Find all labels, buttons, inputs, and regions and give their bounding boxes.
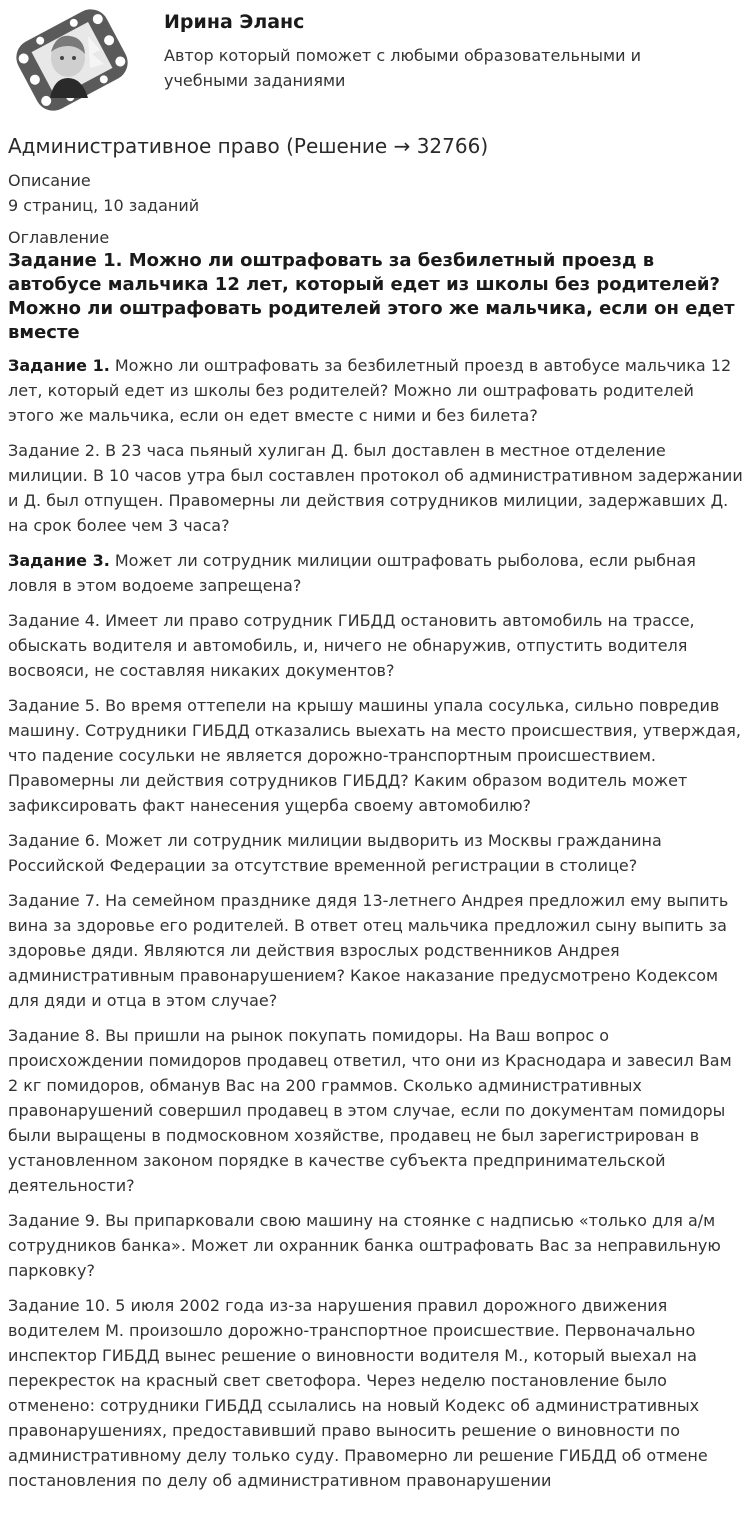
task-text: В 23 часа пьяный хулиган Д. был доставлен в местное отделение милиции. В 10 часов утра был составлен протокол об административном задержании и Д. был отпущен. Правомерны ли действия сотрудников милиции, задержавших Д. на срок более чем 3 часа? — [8, 441, 743, 535]
task-label: Задание 7. — [8, 891, 100, 910]
task-text: Может ли сотрудник милиции выдворить из Москвы гражданина Российской Федерации за отсутствие временной регистрации в столице? — [8, 831, 662, 875]
task-label: Задание 3. — [8, 551, 110, 570]
task-item-5 — [8, 693, 744, 818]
document-content — [8, 132, 744, 1503]
toc-heading: Задание 1. Можно ли оштрафовать за безбилетный проезд в автобусе мальчика 12 лет, который едет из школы без родителей? Можно ли оштрафовать родителей этого же мальчика, если он едет вместе — [8, 250, 735, 343]
author-card — [0, 0, 750, 120]
task-text: На семейном празднике дядя 13-летнего Андрея предложил ему выпить вина за здоровье его родителей. В ответ отец мальчика предложил сыну выпить за здоровье дяди. Являются ли действия взрослых родственников Андрея административным правонарушением? Какое наказание предусмотрено Кодексом для дяди и отца в этом случае? — [8, 891, 729, 1010]
task-text: Может ли сотрудник милиции оштрафовать рыболова, если рыбная ловля в этом водоеме запрещена? — [8, 551, 696, 595]
toc-label: Оглавление — [8, 228, 110, 247]
task-item-9 — [8, 1208, 744, 1283]
author-description: Автор который поможет с любыми образовательными и учебными заданиями — [164, 46, 641, 90]
task-label: Задание 2. — [8, 441, 100, 460]
task-label: Задание 5. — [8, 696, 100, 715]
task-text: Имеет ли право сотрудник ГИБДД остановить автомобиль на трассе, обыскать водителя и автомобиль, и, ничего не обнаружив, отпустить водителя восвояси, не составляя никаких документов? — [8, 611, 695, 680]
task-text: Вы припарковали свою машину на стоянке с надписью «только для а/м сотрудников банка». Может ли охранник банка оштрафовать Вас за неправильную парковку? — [8, 1211, 721, 1280]
task-label: Задание 1. — [8, 356, 110, 375]
task-text: Можно ли оштрафовать за безбилетный проезд в автобусе мальчика 12 лет, который едет из школы без родителей? Можно ли оштрафовать родителей этого же мальчика, если он едет вместе с ними и без билета? — [8, 356, 732, 425]
task-label: Задание 9. — [8, 1211, 100, 1230]
task-item-2 — [8, 438, 744, 538]
task-label: Задание 8. — [8, 1026, 100, 1045]
task-item-4 — [8, 608, 744, 683]
document-title: Административное право (Решение → 32766) — [8, 134, 489, 158]
author-avatar-icon[interactable] — [8, 6, 136, 114]
task-label: Задание 10. — [8, 1296, 111, 1315]
task-item-6 — [8, 828, 744, 878]
task-label: Задание 6. — [8, 831, 100, 850]
description-value: 9 страниц, 10 заданий — [8, 196, 200, 215]
task-text: Во время оттепели на крышу машины упала сосулька, сильно повредив машину. Сотрудники ГИБДД отказались выехать на место происшествия, утверждая, что падение сосульки не является дорожно-транспортным происшествием. Правомерны ли действия сотрудников ГИБДД? Каким образом водитель может зафиксировать факт нанесения ущерба своему автомобилю? — [8, 696, 741, 815]
task-item-3 — [8, 548, 744, 598]
task-item-8 — [8, 1023, 744, 1198]
task-label: Задание 4. — [8, 611, 100, 630]
author-name[interactable]: Ирина Эланс — [164, 11, 305, 33]
task-item-10 — [8, 1293, 744, 1493]
task-item-7 — [8, 888, 744, 1013]
task-item-1 — [8, 353, 744, 428]
task-text: Вы пришли на рынок покупать помидоры. На Ваш вопрос о происхождении помидоров продавец ответил, что они из Краснодара и завесил Вам 2 кг помидоров, обманув Вас на 200 граммов. Сколько административных правонарушений совершил продавец в этом случае, если по документам помидоры были выращены в подмосковном хозяйстве, продавец не был зарегистрирован в установленном законом порядке в качестве субъекта предпринимательской деятельности? — [8, 1026, 732, 1195]
task-text: 5 июля 2002 года из-за нарушения правил дорожного движения водителем М. произошло дорожно-транспортное происшествие. Первоначально инспектор ГИБДД вынес решение о виновности водителя М., который выехал на перекресток на красный свет светофора. Через неделю постановление было отменено: сотрудники ГИБДД ссылались на новый Кодекс об административных правонарушениях, предоставивший право выносить решение о виновности по административному делу только суду. Правомерно ли решение ГИБДД об отмене постановления по делу об административном правонарушении — [8, 1296, 708, 1490]
description-label: Описание — [8, 171, 91, 190]
